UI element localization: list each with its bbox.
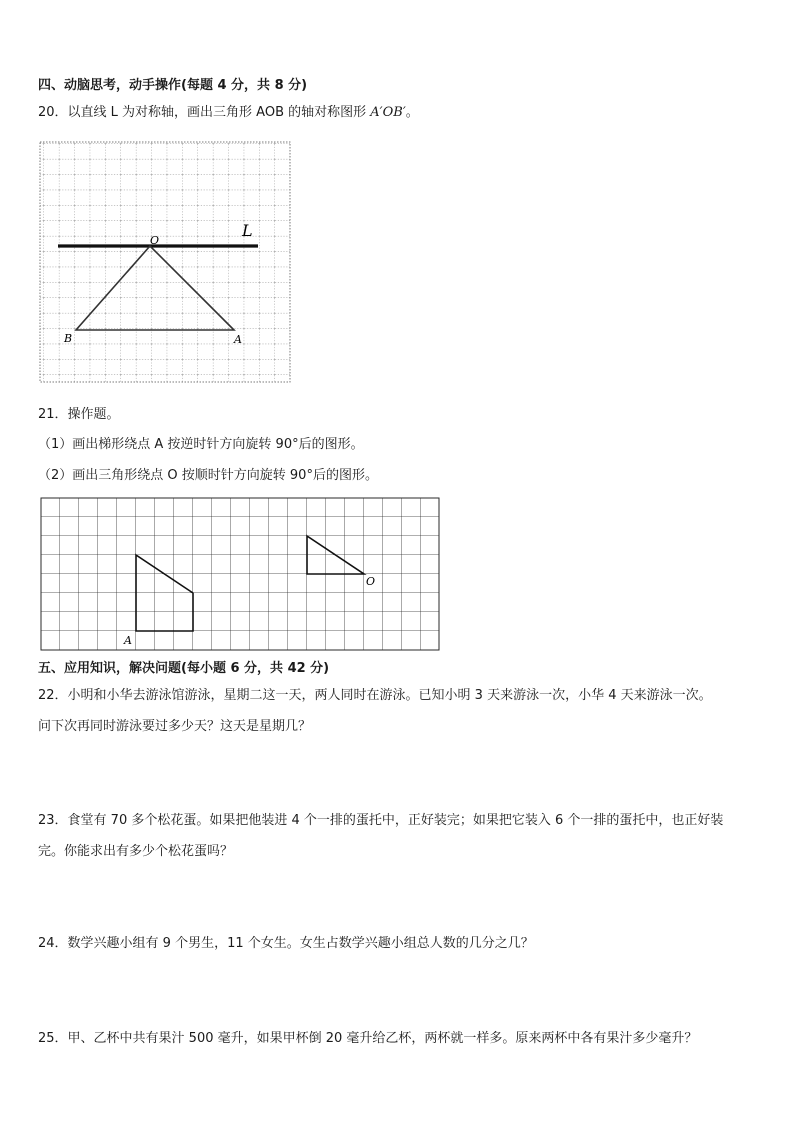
q22-line1: 22．小明和小华去游泳馆游泳，星期二这一天，两人同时在游泳。已知小明 3 天来游泳一次，小华 4 天来游泳一次。 [38, 688, 712, 703]
q20-period: 。 [405, 105, 419, 120]
q20-grid-figure [38, 140, 294, 386]
q20-text [38, 104, 419, 122]
q20-label-B: B [64, 332, 73, 345]
q20-label-A: A [234, 333, 242, 346]
q21-grid-figure [40, 497, 440, 651]
q22-line2: 问下次再同时游泳要过多少天？这天是星期几？ [38, 719, 312, 734]
q23-line1: 23．食堂有 70 多个松花蛋。如果把他装进 4 个一排的蛋托中，正好装完；如果把它装入 6 个一排的蛋托中，也正好装 [38, 813, 724, 828]
q21-label-A: A [124, 634, 132, 647]
q25-line1: 25．甲、乙杯中共有果汁 500 毫升，如果甲杯倒 20 毫升给乙杯，两杯就一样多。原来两杯中各有果汁多少毫升？ [38, 1031, 698, 1046]
section4-heading: 四、动脑思考，动手操作(每题 4 分，共 8 分) [38, 78, 308, 93]
q20-label-O: O [150, 234, 160, 247]
q21-part2: （2）画出三角形绕点 O 按顺时针方向旋转 90°后的图形。 [38, 468, 378, 483]
q20-label-L: L [242, 221, 253, 240]
q21-part1: （1）画出梯形绕点 A 按逆时针方向旋转 90°后的图形。 [38, 437, 364, 452]
q24-line1: 24．数学兴趣小组有 9 个男生，11 个女生。女生占数学兴趣小组总人数的几分之几？ [38, 936, 534, 951]
section5-heading: 五、应用知识，解决问题(每小题 6 分，共 42 分) [38, 661, 330, 676]
q20-figure-name: A′OB′ [370, 105, 406, 120]
q23-line2: 完。你能求出有多少个松花蛋吗？ [38, 844, 234, 859]
q21-square-grid [41, 498, 439, 650]
q21-title: 21．操作题。 [38, 407, 120, 422]
q21-label-O: O [366, 575, 376, 588]
q20-prompt: 20．以直线 L 为对称轴，画出三角形 AOB 的轴对称图形 [38, 105, 367, 120]
